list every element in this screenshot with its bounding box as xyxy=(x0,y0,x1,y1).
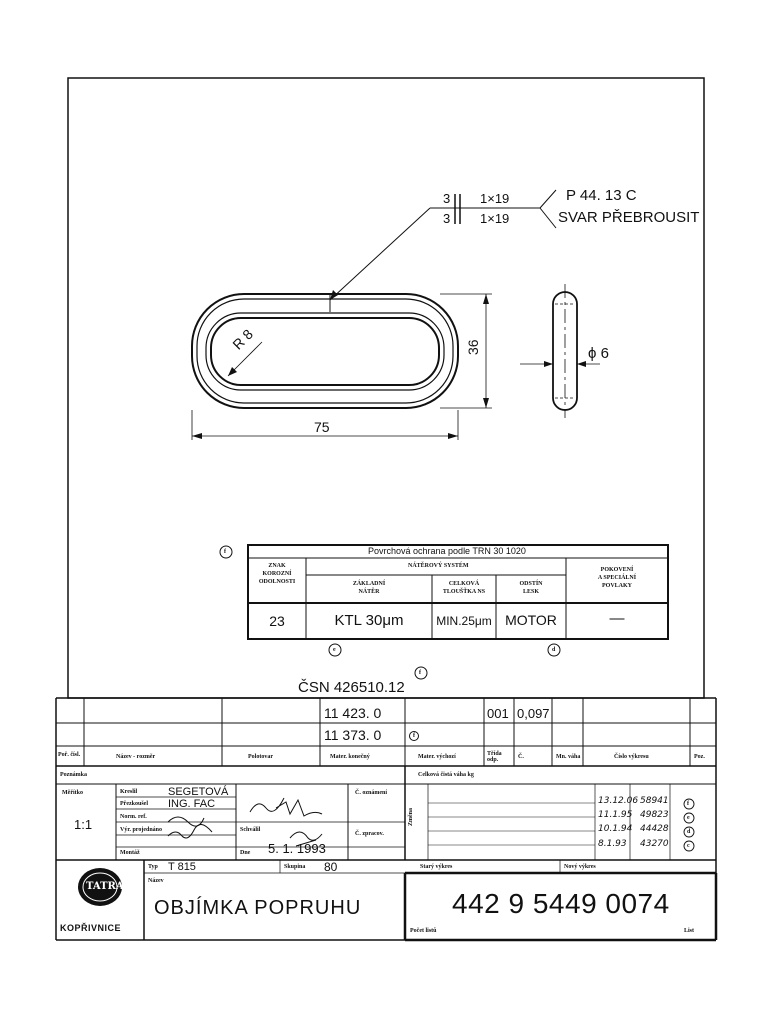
type-value: T 815 xyxy=(168,861,196,873)
dim-width: 75 xyxy=(314,419,330,435)
surface-table-title: Povrchová ochrana podle TRN 30 1020 xyxy=(368,546,526,556)
name-label: Název xyxy=(148,878,164,884)
material-row-2-rev: f xyxy=(409,731,419,741)
weld-note-2: SVAR PŘEBROUSIT xyxy=(558,209,700,226)
header-mat-final: Mater. konečný xyxy=(330,754,370,760)
dim-radius: R 8 xyxy=(229,325,257,353)
surface-col-shade: ODSTÍN LESK xyxy=(519,581,543,595)
material-row-1-weight: 0,097 xyxy=(517,706,550,721)
checked-label: Přezkoušel xyxy=(120,801,148,807)
weld-leader xyxy=(330,208,430,300)
header-pos: Poř. čísl. xyxy=(58,752,81,758)
surface-col-thick: CELKOVÁ TLOUŠŤKA NS xyxy=(442,581,486,595)
header-sc: Mn. váha xyxy=(556,754,581,760)
weld-line1-dim: 1×19 xyxy=(480,191,510,206)
surface-row-thick: MIN.25μm xyxy=(436,614,492,628)
drew-label: Kreslil xyxy=(120,789,138,795)
header-drawing: Číslo výkresu xyxy=(614,754,649,760)
revision-2-rev: e xyxy=(687,815,690,821)
surface-col-base: ZÁKLADNÍ NÁTĚR xyxy=(352,581,386,595)
logo-text: TATRA xyxy=(86,881,124,892)
header-qty: Poz. xyxy=(694,754,705,760)
part-outer-contour xyxy=(192,294,458,408)
company-name: KOPŘIVNICE xyxy=(60,923,122,933)
dim-height: 36 xyxy=(465,339,481,355)
weld-line2-num: 3 xyxy=(443,211,451,226)
norm-label: Norm. ref. xyxy=(120,814,147,820)
weld-note-1: P 44. 13 C xyxy=(566,187,637,204)
revision-4-no: 43270 xyxy=(640,839,669,849)
sheets-label: Počet listů xyxy=(410,928,437,934)
scale-label: Měřítko xyxy=(62,790,83,796)
dim-diameter: ϕ 6 xyxy=(588,345,609,362)
revision-3-rev: d xyxy=(687,829,691,835)
changes-label: Změna xyxy=(408,808,414,826)
signature-scribble xyxy=(250,798,322,816)
old-drawing-label: Starý výkres xyxy=(420,864,453,870)
revision-1-date: 13.12.06 xyxy=(598,796,639,806)
header-weight: Třída odp. xyxy=(487,751,502,763)
scale: 1:1 xyxy=(74,817,93,832)
revision-2-date: 11.1.95 xyxy=(598,810,633,820)
surface-col-coat: POKOVENÍ A SPECIÁLNÍ POVLAKY xyxy=(597,567,637,589)
surface-row-coat: — xyxy=(609,610,625,627)
approved-label: Schválil xyxy=(240,827,261,833)
surface-rev-d: d xyxy=(552,647,556,653)
qty-label: Skupina xyxy=(284,864,306,870)
surface-table-rev: f xyxy=(224,549,226,555)
revision-1-rev: f xyxy=(687,801,689,807)
drawing-number: 442 9 5449 0074 xyxy=(452,888,670,919)
notes-label: Poznámka xyxy=(60,772,87,778)
new-drawing-label: Nový výkres xyxy=(564,864,596,870)
weld-line1-num: 3 xyxy=(443,191,451,206)
standard: ČSN 426510.12 xyxy=(298,679,405,696)
qty-value: 80 xyxy=(324,860,338,874)
type-label: Typ xyxy=(148,864,158,870)
surface-col-mark: ZNAK KOROZNÍ ODOLNOSTI xyxy=(258,563,296,585)
weld-line2-dim: 1×19 xyxy=(480,211,510,226)
c-label-2: Č. zpracov. xyxy=(355,831,384,837)
drawing-title: OBJÍMKA POPRUHU xyxy=(154,897,362,919)
tech-label: Výr. projednáno xyxy=(120,827,163,833)
surface-paint-system: NÁTĚROVÝ SYSTÉM xyxy=(408,563,469,569)
material-row-1-code: 001 xyxy=(487,706,509,721)
revision-1-no: 58941 xyxy=(640,796,669,806)
date-value: 5. 1. 1993 xyxy=(268,841,326,856)
total-weight-label: Celková čistá váha kg xyxy=(418,772,474,778)
standard-rev: f xyxy=(419,670,421,676)
surface-row-mark: 23 xyxy=(269,613,285,629)
revision-4-date: 8.1.93 xyxy=(598,839,627,849)
assembly-label: Montáž xyxy=(120,850,140,856)
drawing-frame xyxy=(68,78,704,698)
header-semi: Polotovar xyxy=(248,754,273,760)
revision-2-no: 49823 xyxy=(640,810,669,820)
header-name: Název - rozměr xyxy=(116,754,156,760)
sheet-label: List xyxy=(684,928,695,934)
date-label: Dne xyxy=(240,850,251,856)
checked-name: ING. FAC xyxy=(168,798,216,810)
material-row-2-material: 11 373. 0 xyxy=(324,727,382,743)
part-outer-contour-2 xyxy=(197,299,453,403)
surface-row-shade: MOTOR xyxy=(505,612,557,628)
revision-3-date: 10.1.94 xyxy=(598,824,633,834)
header-c: Č. xyxy=(518,754,524,760)
material-row-1-material: 11 423. 0 xyxy=(324,705,382,721)
surface-row-base: KTL 30μm xyxy=(334,612,404,629)
revision-4-rev: c xyxy=(687,843,690,849)
drew-name: SEGETOVÁ xyxy=(168,786,229,798)
revision-3-no: 44428 xyxy=(640,824,669,834)
header-mat-start: Mater. výchozí xyxy=(418,754,456,760)
c-label-1: Č. oznámení xyxy=(355,790,387,796)
surface-rev-e: e xyxy=(333,647,336,653)
